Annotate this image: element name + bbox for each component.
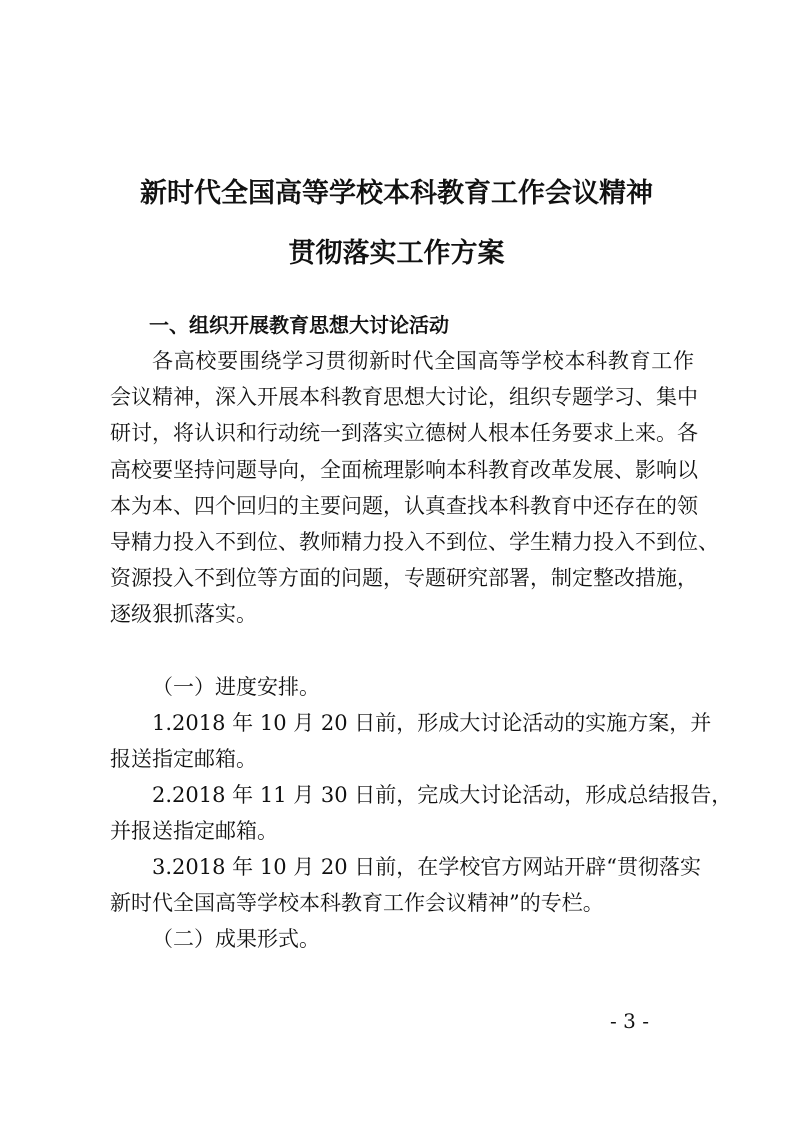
paragraph-line: 新时代全国高等学校本科教育工作会议精神”的专栏。 bbox=[110, 891, 604, 916]
paragraph-line: 3.2018 年 10 月 20 日前，在学校官方网站开辟“贯彻落实 bbox=[152, 855, 702, 879]
intro-paragraph bbox=[110, 343, 719, 633]
schedule-item-3 bbox=[110, 849, 702, 921]
page-number: - 3 - bbox=[610, 1009, 649, 1033]
paragraph-line: 本为本、四个回归的主要问题，认真查找本科教育中还存在的领 bbox=[110, 493, 698, 518]
paragraph-line: 2.2018 年 11 月 30 日前，完成大讨论活动，形成总结报告， bbox=[152, 783, 733, 807]
paragraph-line: 资源投入不到位等方面的问题，专题研究部署，制定整改措施， bbox=[110, 566, 698, 591]
paragraph-line: （二）成果形式。 bbox=[152, 927, 320, 951]
paragraph-line: 导精力投入不到位、教师精力投入不到位、学生精力投入不到位、 bbox=[110, 530, 719, 555]
paragraph-line: 研讨，将认识和行动统一到落实立德树人根本任务要求上来。各 bbox=[110, 421, 698, 446]
paragraph-line: 各高校要围绕学习贯彻新时代全国高等学校本科教育工作 bbox=[152, 349, 694, 373]
schedule-item-2 bbox=[110, 777, 733, 849]
paragraph-line: 报送指定邮箱。 bbox=[110, 747, 257, 772]
schedule-item-1 bbox=[110, 705, 712, 777]
subsection-2-heading bbox=[110, 921, 694, 957]
paragraph-line: （一）进度安排。 bbox=[152, 675, 320, 699]
paragraph-line: 并报送指定邮箱。 bbox=[110, 819, 278, 844]
subsection-1-heading bbox=[110, 669, 694, 705]
section-1-heading: 一、组织开展教育思想大讨论活动 bbox=[149, 313, 449, 337]
paragraph-line: 会议精神，深入开展本科教育思想大讨论，组织专题学习、集中 bbox=[110, 385, 698, 410]
paragraph-line: 逐级狠抓落实。 bbox=[110, 602, 257, 627]
document-title-line-1: 新时代全国高等学校本科教育工作会议精神 bbox=[140, 178, 653, 209]
paragraph-line: 1.2018 年 10 月 20 日前，形成大讨论活动的实施方案，并 bbox=[152, 711, 712, 735]
paragraph-line: 高校要坚持问题导向，全面梳理影响本科教育改革发展、影响以 bbox=[110, 457, 698, 482]
document-title-line-2: 贯彻落实工作方案 bbox=[288, 238, 505, 269]
